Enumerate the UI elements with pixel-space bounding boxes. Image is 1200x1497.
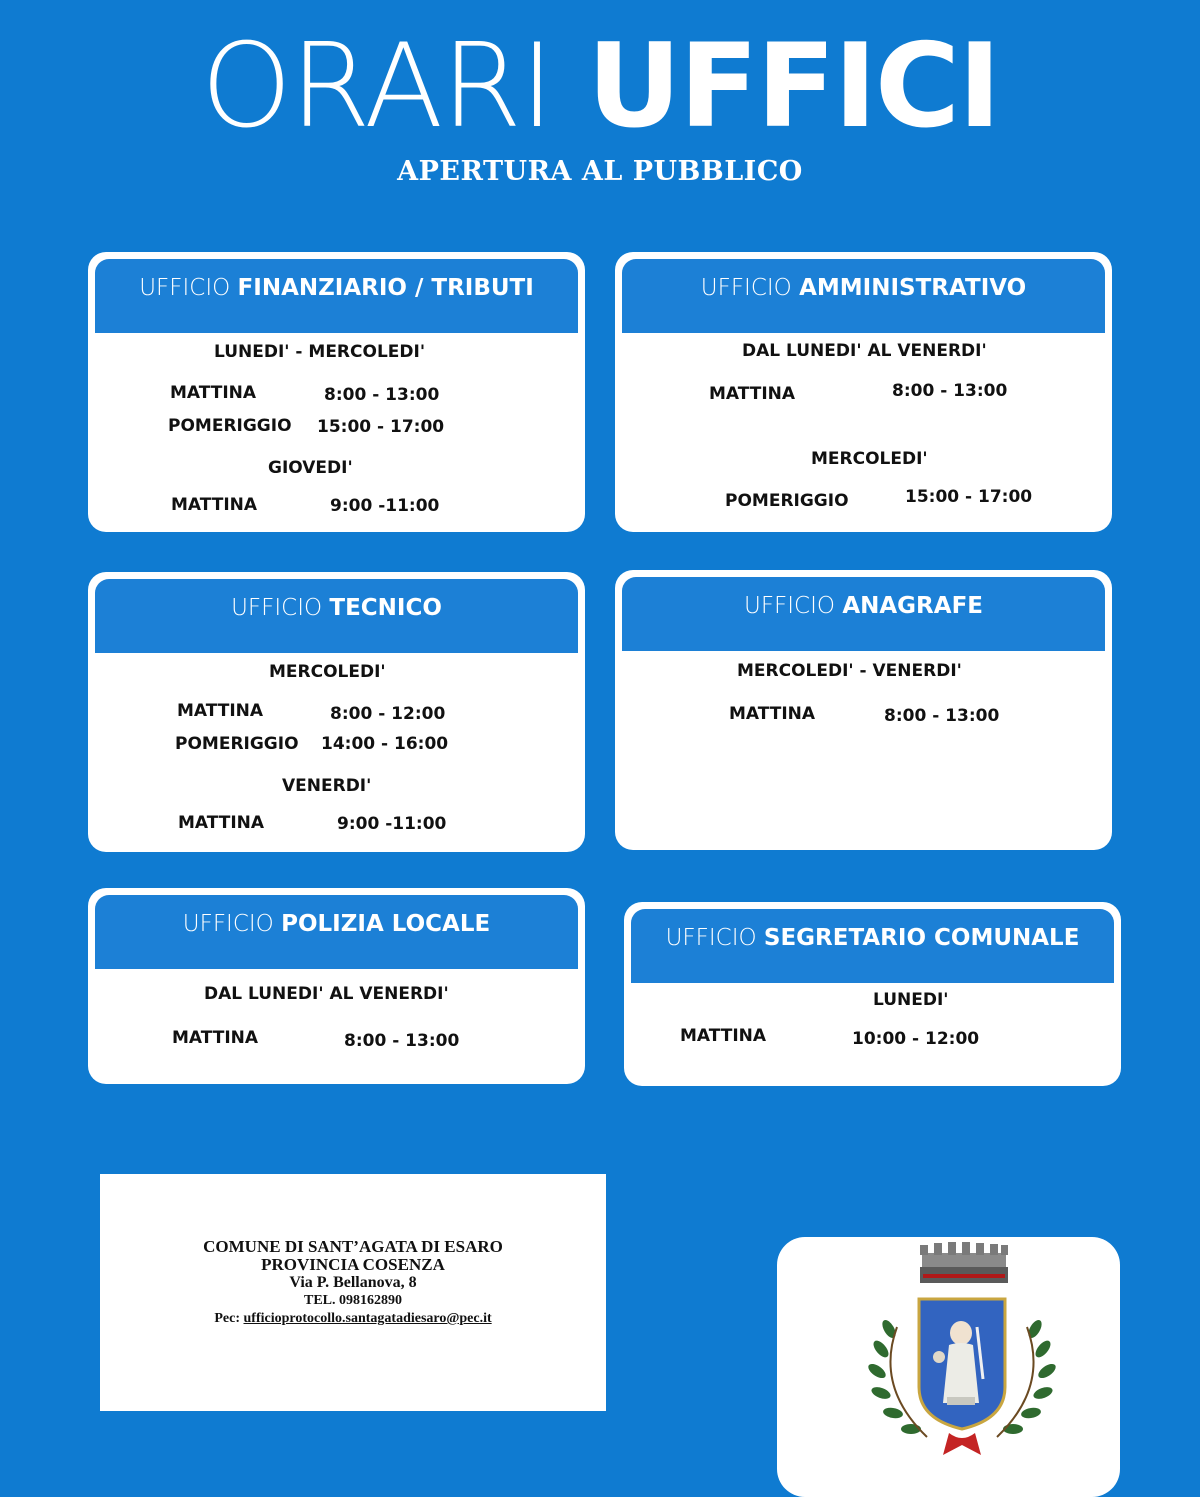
card-prefix: UFFICIO: [182, 911, 274, 937]
card-segretario-comunale: [624, 902, 1121, 1086]
day-label: LUNEDI' - MERCOLEDI': [214, 342, 426, 362]
time-value: 14:00 - 16:00: [321, 734, 449, 754]
time-label: MATTINA: [170, 383, 257, 403]
title-light: ORARI: [200, 19, 553, 154]
card-name: ANAGRAFE: [842, 593, 983, 619]
day-label: VENERDI': [282, 776, 372, 796]
card-header: [622, 259, 1105, 333]
time-value: 15:00 - 17:00: [317, 417, 445, 437]
card-name: POLIZIA LOCALE: [281, 911, 491, 937]
card-amministrativo: [615, 252, 1112, 532]
time-label: MATTINA: [680, 1026, 767, 1046]
address: Via P. Bellanova, 8: [289, 1274, 417, 1291]
municipal-crest-icon: [777, 1237, 1120, 1475]
page-title: [0, 19, 1200, 154]
card-header: [95, 259, 578, 333]
time-value: 8:00 - 12:00: [330, 704, 446, 724]
time-label: MATTINA: [177, 701, 264, 721]
card-prefix: UFFICIO: [231, 595, 323, 621]
time-value: 9:00 -11:00: [330, 496, 440, 516]
day-label: LUNEDI': [873, 990, 949, 1010]
card-header: [95, 579, 578, 653]
card-header: [622, 577, 1105, 651]
time-label: POMERIGGIO: [168, 416, 292, 436]
day-label: MERCOLEDI' - VENERDI': [737, 661, 962, 681]
card-polizia-locale: [88, 888, 585, 1084]
time-value: 8:00 - 13:00: [324, 385, 440, 405]
day-label: DAL LUNEDI' AL VENERDI': [742, 341, 987, 361]
time-label: POMERIGGIO: [175, 734, 299, 754]
time-label: MATTINA: [178, 813, 265, 833]
time-value: 8:00 - 13:00: [892, 381, 1008, 401]
card-prefix: UFFICIO: [665, 925, 757, 951]
time-label: MATTINA: [729, 704, 816, 724]
crest-box: [777, 1237, 1120, 1497]
municipality-name: COMUNE DI SANT’AGATA DI ESARO: [203, 1237, 503, 1256]
time-label: MATTINA: [172, 1028, 259, 1048]
card-prefix: UFFICIO: [743, 593, 836, 619]
day-label: DAL LUNEDI' AL VENERDI': [204, 984, 449, 1004]
card-name: FINANZIARIO / TRIBUTI: [237, 275, 534, 301]
card-prefix: UFFICIO: [700, 275, 792, 301]
pec-line: [100, 1310, 606, 1328]
day-label: MERCOLEDI': [269, 662, 386, 682]
pec-label: Pec:: [214, 1311, 240, 1326]
card-header: [95, 895, 578, 969]
card-finanziario: [88, 252, 585, 532]
time-value: 10:00 - 12:00: [852, 1029, 980, 1049]
time-label: POMERIGGIO: [725, 491, 849, 511]
title-bold: UFFICI: [587, 19, 1000, 154]
card-name: TECNICO: [329, 595, 442, 621]
time-label: MATTINA: [171, 495, 258, 515]
card-prefix: UFFICIO: [139, 275, 231, 301]
card-name: SEGRETARIO COMUNALE: [763, 925, 1080, 951]
time-value: 8:00 - 13:00: [884, 706, 1000, 726]
time-value: 8:00 - 13:00: [344, 1031, 460, 1051]
phone: TEL. 098162890: [303, 1293, 402, 1308]
time-label: MATTINA: [709, 384, 796, 404]
card-name: AMMINISTRATIVO: [799, 275, 1027, 301]
day-label: MERCOLEDI': [811, 449, 928, 469]
page-subtitle: APERTURA AL PUBBLICO: [397, 156, 803, 187]
province-name: PROVINCIA COSENZA: [261, 1255, 445, 1274]
contact-box: [100, 1174, 606, 1411]
day-label: GIOVEDI': [268, 458, 353, 478]
pec-email-link[interactable]: ufficioprotocollo.santagatadiesaro@pec.it: [243, 1311, 492, 1326]
card-header: [631, 909, 1114, 983]
time-value: 15:00 - 17:00: [905, 487, 1033, 507]
card-tecnico: [88, 572, 585, 852]
time-value: 9:00 -11:00: [337, 814, 447, 834]
card-anagrafe: [615, 570, 1112, 850]
